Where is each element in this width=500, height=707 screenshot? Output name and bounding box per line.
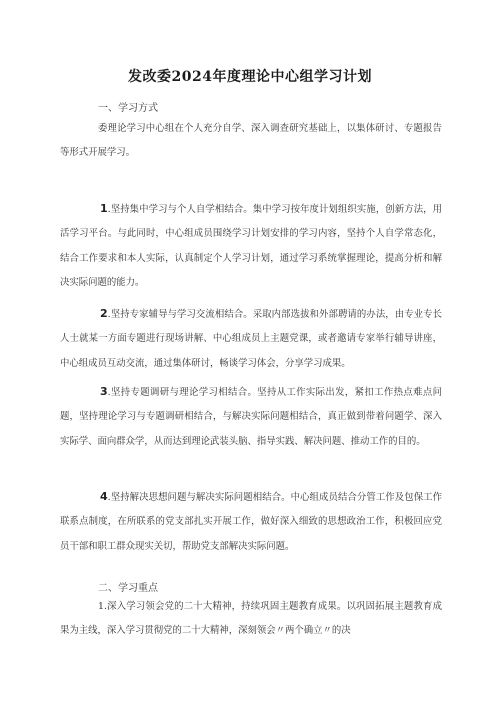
section-1-item-1 (60, 197, 442, 296)
item-number: 4 (100, 490, 108, 503)
item-text: .坚持专题调研与理论学习相结合。坚持从工作实际出发，紧扣工作热点难点问题，坚持理论学习与专题调研相结合，与解决实际问题相结合，真正做到带着问题学、深入实际学、面向群众学，从而达到理论武装头脑、指导实践、解决问题、推动工作的目的。 (60, 387, 442, 447)
item-text: .坚持集中学习与个人自学相结合。集中学习按年度计划组织实施，创新方法，用活学习平台。与此同时，中心组成员围绕学习计划安排的学习内容，坚持个人自学常态化，结合工作要求和本人实际，认真制定个人学习计划，通过学习系统掌握理论，提高分析和解决实际问题的能力。 (60, 204, 442, 289)
section-1-item-3 (60, 380, 442, 454)
section-1-item-4 (60, 485, 442, 559)
item-text: .坚持专家辅导与学习交流相结合。采取内部选拔和外部聘请的办法，由专业专长人士就某一方面专题进行现场讲解、中心组成员上主题党课，或者邀请专家举行辅导讲座，中心组成员互动交流，通过集体研讨，畅谈学习体会，分享学习成果。 (60, 309, 442, 369)
item-number: 1 (100, 202, 108, 215)
item-number: 2 (100, 307, 108, 320)
item-number: 3 (100, 385, 108, 398)
section-1-item-2 (60, 302, 442, 376)
item-text: .坚持解决思想问题与解决实际问题相结合。中心组成员结合分管工作及包保工作联系点制度，在所联系的党支部扎实开展工作，做好深入细致的思想政治工作，积极回应党员干部和职工群众现实关切，帮助党支部解决实际问题。 (60, 492, 442, 552)
section-2-body: 1.深入学习领会党的二十大精神，持续巩固主题教育成果。以巩固拓展主题教育成果为主线，深入学习贯彻党的二十大精神，深刻领会〃两个确立〃的决 (60, 601, 442, 637)
section-1-intro: 委理论学习中心组在个人充分自学、深入调查研究基础上，以集体研讨、专题报告等形式开展学习。 (60, 123, 442, 159)
document-title: 发改委2024年度理论中心组学习计划 (128, 69, 372, 85)
section-heading-2: 二、学习重点 (98, 583, 158, 594)
section-heading-1: 一、学习方式 (98, 103, 158, 114)
